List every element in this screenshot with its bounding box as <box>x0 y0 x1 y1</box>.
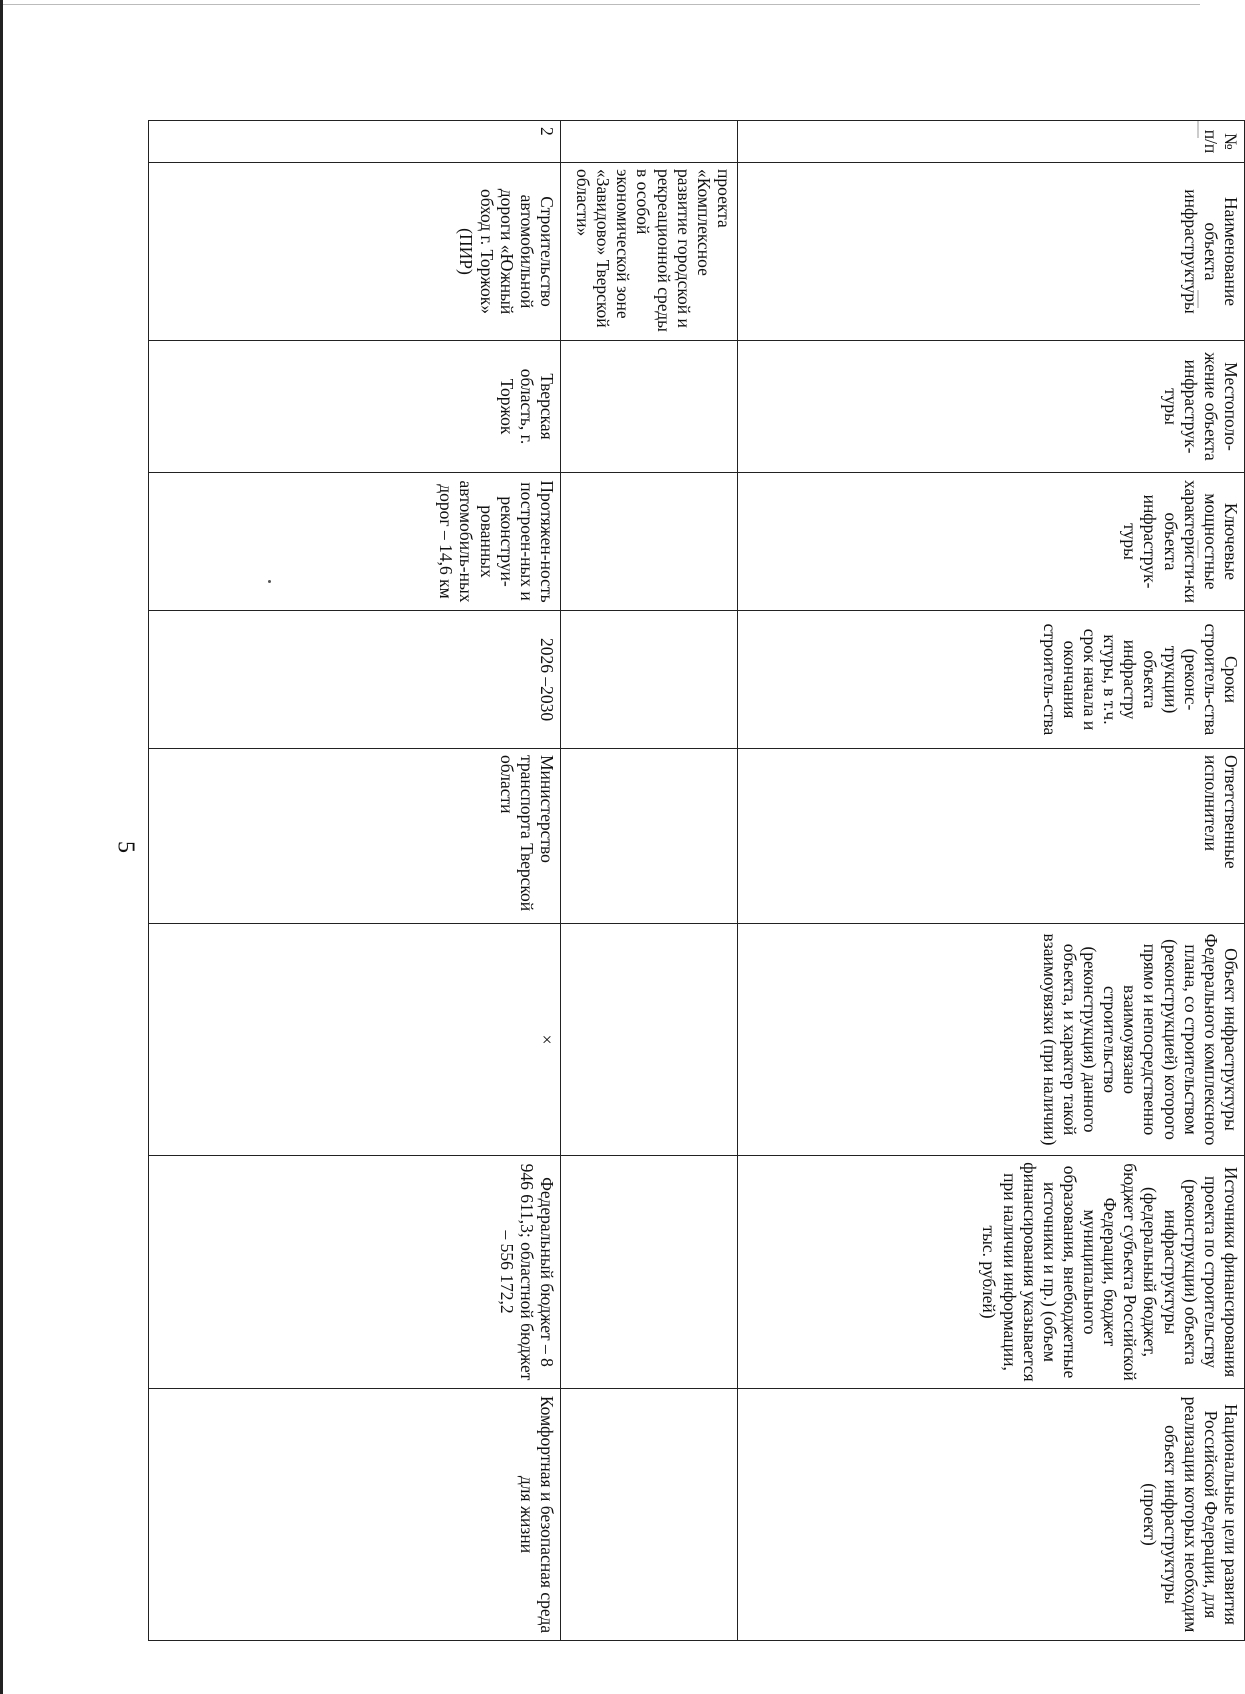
row2-executors: Министерство транспорта Тверской области <box>149 749 561 924</box>
cont-executors <box>561 749 738 924</box>
continuation-row <box>561 121 738 1641</box>
cont-goals <box>561 1389 738 1641</box>
cont-related <box>561 924 738 1156</box>
header-funding: Источники финансирования проекта по строительству (реконструкции) объекта инфраструктуры (федеральный бюджет, бюджет субъекта Российской Федерации, бюджет муниципального образования, внебюджетные источники и пр.) (объем финансирования указывается при наличии информации, тыс. рублей) <box>738 1156 1245 1389</box>
scan-speck <box>268 580 271 583</box>
row2-capacity: Протяжен-ность построен-ных и реконструи-рованных автомобиль-ных дорог – 14,6 км <box>149 473 561 611</box>
cont-num <box>561 121 738 163</box>
row2-name: Строительство автомобильной дороги «Южный обход г. Торжок» (ПИР) <box>149 163 561 341</box>
row2-funding: Федеральный бюджет – 8 946 611,3; областной бюджет – 556 172,2 <box>149 1156 561 1389</box>
header-location: Местополо-жение объекта инфраструк-туры <box>738 341 1245 473</box>
cont-capacity <box>561 473 738 611</box>
header-row <box>738 121 1245 1641</box>
header-related: Объект инфраструктуры Федерального комплексного плана, со строительством (реконструкцией) которого прямо и непосредственно взаимоувязано строительство (реконструкция) данного объекта, и характер такой взаимоувязки (при наличии) <box>738 924 1245 1156</box>
rotated-table-wrapper <box>170 120 1245 1640</box>
cont-name: проекта «Комплексное развитие городской и рекреационной среды в особой экономической зоне «Завидово» Тверской области» <box>561 163 738 341</box>
row2-related: × <box>149 924 561 1156</box>
row2-location: Тверская область, г. Торжок <box>149 341 561 473</box>
header-capacity: Ключевые мощностные характеристи-ки объекта инфраструк-туры <box>738 473 1245 611</box>
scan-edge-top <box>0 4 1200 5</box>
row2-num: 2 <box>149 121 561 163</box>
infrastructure-table <box>148 120 1245 1641</box>
header-name: Наименование объекта инфраструктуры <box>738 163 1245 341</box>
cont-location <box>561 341 738 473</box>
table-row <box>149 121 561 1641</box>
header-terms: Сроки строитель-ства (реконс-трукции) объекта инфрастру ктуры, в т.ч. срок начала и окончания строитель-ства <box>738 611 1245 749</box>
cont-terms <box>561 611 738 749</box>
page-number: 5 <box>112 841 139 853</box>
row2-goals: Комфортная и безопасная среда для жизни <box>149 1389 561 1641</box>
cont-funding <box>561 1156 738 1389</box>
header-goals: Национальные цели развития Российской Федерации, для реализации которых необходим объект инфраструктуры (проект) <box>738 1389 1245 1641</box>
header-num: № п/п <box>738 121 1245 163</box>
scan-edge-left <box>0 0 3 1694</box>
row2-terms: 2026 –2030 <box>149 611 561 749</box>
header-executors: Ответственные исполнители <box>738 749 1245 924</box>
